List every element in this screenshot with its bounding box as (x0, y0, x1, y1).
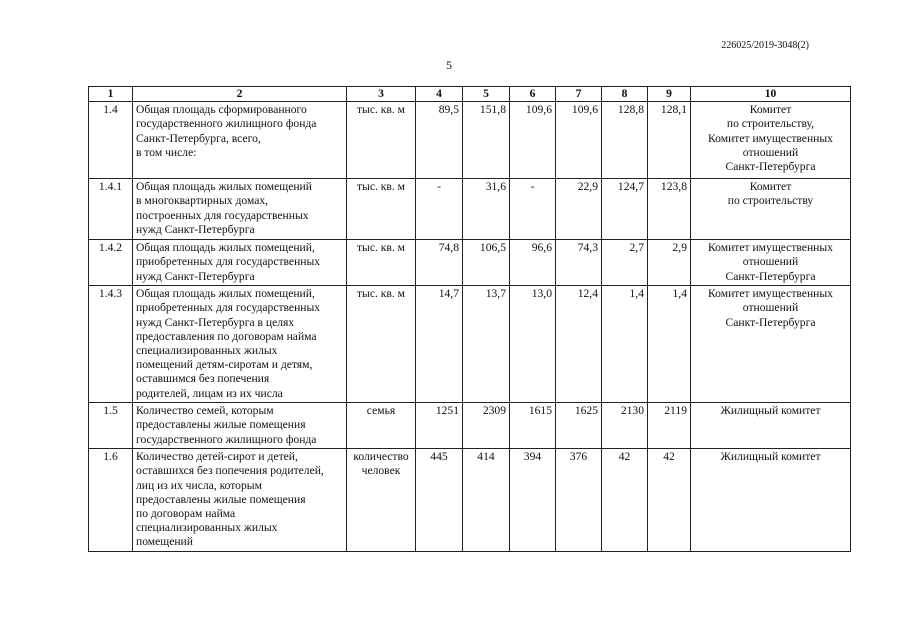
text-line: помещений детям-сиротам и детям, (136, 358, 313, 372)
text-line: специализированных жилых (136, 344, 278, 358)
indicator-name (133, 179, 347, 240)
text-line: тыс. кв. м (356, 287, 406, 301)
value-cell: 1,4 (602, 286, 648, 403)
value-cell: 128,1 (648, 102, 691, 179)
indicator-name (133, 286, 347, 403)
value-cell: - (416, 179, 463, 240)
text-line: Комитет имущественных (708, 131, 833, 145)
indicator-name (133, 449, 347, 551)
table-row (89, 240, 851, 286)
text-line: Комитет (749, 180, 792, 194)
table-row (89, 286, 851, 403)
text-line: государственного жилищного фонда (136, 432, 317, 446)
column-header: 3 (347, 87, 416, 102)
value-cell: 42 (602, 449, 648, 551)
table-row (89, 403, 851, 449)
value-cell: 12,4 (556, 286, 602, 403)
row-id: 1.4.1 (89, 179, 133, 240)
value-cell: 14,7 (416, 286, 463, 403)
text-line: государственного жилищного фонда (136, 117, 317, 131)
responsible (691, 449, 851, 551)
column-header: 10 (691, 87, 851, 102)
text-line: Комитет имущественных (708, 287, 833, 301)
value-cell: 13,7 (463, 286, 510, 403)
value-cell: 1625 (556, 403, 602, 449)
row-id: 1.4 (89, 102, 133, 179)
text-line: Санкт-Петербурга (725, 315, 816, 329)
indicator-name (133, 240, 347, 286)
text-line: оставшихся без попечения родителей, (136, 464, 324, 478)
column-header: 1 (89, 87, 133, 102)
text-line: Комитет имущественных (708, 241, 833, 255)
text-line: построенных для государственных (136, 208, 309, 222)
value-cell: 2130 (602, 403, 648, 449)
text-line: отношений (742, 145, 799, 159)
text-line: отношений (742, 255, 799, 269)
value-cell: 2,9 (648, 240, 691, 286)
text-line: Количество детей-сирот и детей, (136, 450, 298, 464)
row-id: 1.4.2 (89, 240, 133, 286)
value-cell: 42 (648, 449, 691, 551)
value-cell: 106,5 (463, 240, 510, 286)
text-line: по договорам найма (136, 507, 236, 521)
text-line: Общая площадь сформированного (136, 103, 307, 117)
indicators-table (88, 86, 851, 552)
responsible (691, 102, 851, 179)
column-header: 5 (463, 87, 510, 102)
text-line: лиц из их числа, которым (136, 478, 262, 492)
text-line: количество (353, 450, 409, 464)
value-cell: 74,8 (416, 240, 463, 286)
unit (347, 449, 416, 551)
value-cell: 128,8 (602, 102, 648, 179)
text-line: нужд Санкт-Петербурга (136, 222, 255, 236)
table-row (89, 179, 851, 240)
text-line: Комитет (749, 103, 792, 117)
row-id: 1.5 (89, 403, 133, 449)
value-cell: 124,7 (602, 179, 648, 240)
indicator-name (133, 102, 347, 179)
text-line: специализированных жилых (136, 521, 278, 535)
unit (347, 403, 416, 449)
value-cell: 1251 (416, 403, 463, 449)
value-cell: 13,0 (510, 286, 556, 403)
value-cell: 109,6 (556, 102, 602, 179)
value-cell: 376 (556, 449, 602, 551)
text-line: Санкт-Петербурга (725, 269, 816, 283)
text-line: родителей, лицам из их числа (136, 386, 283, 400)
text-line: человек (361, 464, 401, 478)
text-line: предоставлены жилые помещения (136, 418, 306, 432)
text-line: семья (366, 404, 396, 418)
table-row (89, 102, 851, 179)
header-row (89, 87, 851, 102)
text-line: Общая площадь жилых помещений, (136, 287, 315, 301)
text-line: Жилищный комитет (720, 450, 821, 464)
value-cell: 74,3 (556, 240, 602, 286)
value-cell: 151,8 (463, 102, 510, 179)
text-line: Санкт-Петербурга, всего, (136, 131, 261, 145)
text-line: в многоквартирных домах, (136, 194, 269, 208)
text-line: Санкт-Петербурга (725, 160, 816, 174)
document-number: 226025/2019-3048(2) (721, 40, 809, 51)
text-line: приобретенных для государственных (136, 301, 321, 315)
value-cell: 31,6 (463, 179, 510, 240)
text-line: тыс. кв. м (356, 103, 406, 117)
text-line: приобретенных для государственных (136, 255, 321, 269)
value-cell: 96,6 (510, 240, 556, 286)
value-cell: - (510, 179, 556, 240)
value-cell: 109,6 (510, 102, 556, 179)
value-cell: 22,9 (556, 179, 602, 240)
text-line: Жилищный комитет (720, 404, 821, 418)
text-line: нужд Санкт-Петербурга (136, 269, 255, 283)
text-line: нужд Санкт-Петербурга в целях (136, 315, 295, 329)
row-id: 1.6 (89, 449, 133, 551)
text-line: Количество семей, которым (136, 404, 274, 418)
text-line: в том числе: (136, 145, 197, 159)
value-cell: 89,5 (416, 102, 463, 179)
text-line: по строительству, (726, 117, 815, 131)
value-cell: 445 (416, 449, 463, 551)
value-cell: 414 (463, 449, 510, 551)
value-cell: 2119 (648, 403, 691, 449)
text-line: Общая площадь жилых помещений (136, 180, 312, 194)
text-line: отношений (742, 301, 799, 315)
value-cell: 1615 (510, 403, 556, 449)
responsible (691, 286, 851, 403)
unit (347, 179, 416, 240)
row-id: 1.4.3 (89, 286, 133, 403)
page-number: 5 (446, 58, 452, 72)
text-line: по строительству (727, 194, 814, 208)
text-line: помещений (136, 535, 193, 549)
text-line: тыс. кв. м (356, 241, 406, 255)
text-line: Общая площадь жилых помещений, (136, 241, 315, 255)
text-line: оставшимся без попечения (136, 372, 270, 386)
table-row (89, 449, 851, 551)
responsible (691, 179, 851, 240)
value-cell: 123,8 (648, 179, 691, 240)
indicator-name (133, 403, 347, 449)
text-line: тыс. кв. м (356, 180, 406, 194)
column-header: 6 (510, 87, 556, 102)
unit (347, 240, 416, 286)
text-line: предоставлены жилые помещения (136, 492, 306, 506)
responsible (691, 403, 851, 449)
responsible (691, 240, 851, 286)
unit (347, 286, 416, 403)
value-cell: 2,7 (602, 240, 648, 286)
unit (347, 102, 416, 179)
value-cell: 394 (510, 449, 556, 551)
column-header: 9 (648, 87, 691, 102)
value-cell: 2309 (463, 403, 510, 449)
column-header: 2 (133, 87, 347, 102)
text-line: предоставления по договорам найма (136, 329, 317, 343)
column-header: 8 (602, 87, 648, 102)
value-cell: 1,4 (648, 286, 691, 403)
column-header: 7 (556, 87, 602, 102)
column-header: 4 (416, 87, 463, 102)
